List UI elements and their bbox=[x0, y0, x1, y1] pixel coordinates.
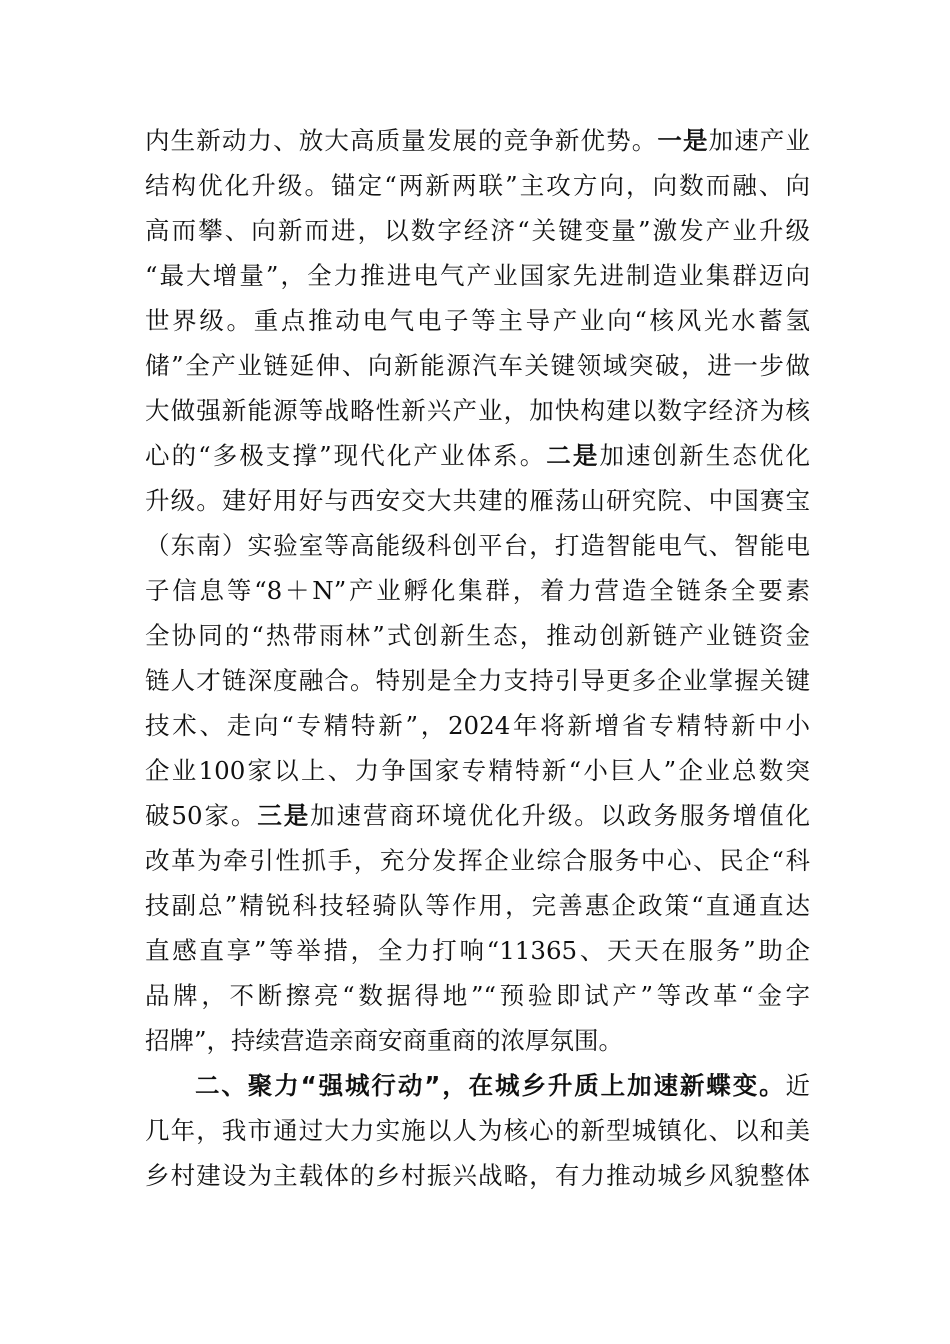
text-line: 链人才链深度融合。特别是全力支持引导更多企业掌握关键 bbox=[145, 666, 810, 695]
text-line: 技术、走向“专精特新”，2024年将新增省专精特新中小 bbox=[145, 711, 810, 740]
section-heading-line: 二、聚力“强城行动”，在城乡升质上加速新蝶变。近 bbox=[195, 1071, 810, 1100]
text-line: 品牌，不断擦亮“数据得地”“预验即试产”等改革“金字 bbox=[145, 981, 810, 1010]
text-line: （东南）实验室等高能级科创平台，打造智能电气、智能电 bbox=[145, 531, 810, 560]
text-line: 直感直享”等举措，全力打响“11365、天天在服务”助企 bbox=[145, 936, 810, 965]
text-line: 子信息等“8＋N”产业孵化集群，着力营造全链条全要素 bbox=[145, 576, 810, 605]
text-line: 几年，我市通过大力实施以人为核心的新型城镇化、以和美 bbox=[145, 1116, 810, 1145]
text-line: 内生新动力、放大高质量发展的竞争新优势。一是加速产业 bbox=[145, 126, 811, 155]
text-line: 乡村建设为主载体的乡村振兴战略，有力推动城乡风貌整体 bbox=[145, 1161, 810, 1190]
text-line: 全协同的“热带雨林”式创新生态，推动创新链产业链资金 bbox=[145, 621, 810, 650]
section-heading: 二、聚力“强城行动”，在城乡升质上加速新蝶变。 bbox=[195, 1071, 786, 1100]
text-line: 结构优化升级。锚定“两新两联”主攻方向，向数而融、向 bbox=[145, 171, 810, 200]
text-line: 破50家。三是加速营商环境优化升级。以政务服务增值化 bbox=[145, 801, 810, 830]
text-line: 企业100家以上、力争国家专精特新“小巨人”企业总数突 bbox=[145, 756, 810, 785]
text-line: 技副总”精锐科技轻骑队等作用，完善惠企政策“直通直达 bbox=[145, 891, 810, 920]
text-line: 心的“多极支撑”现代化产业体系。二是加速创新生态优化 bbox=[145, 441, 810, 470]
body-text bbox=[145, 118, 810, 1198]
text-line: 招牌”，持续营造亲商安商重商的浓厚氛围。 bbox=[145, 1026, 624, 1055]
text-line: 升级。建好用好与西安交大共建的雁荡山研究院、中国赛宝 bbox=[145, 486, 810, 515]
text-line: 改革为牵引性抓手，充分发挥企业综合服务中心、民企“科 bbox=[145, 846, 810, 875]
text-line: 大做强新能源等战略性新兴产业，加快构建以数字经济为核 bbox=[145, 396, 810, 425]
text-line: 高而攀、向新而进，以数字经济“关键变量”激发产业升级 bbox=[145, 216, 810, 245]
text-line: 世界级。重点推动电气电子等主导产业向“核风光水蓄氢 bbox=[145, 306, 810, 335]
text-line: “最大增量”，全力推进电气产业国家先进制造业集群迈向 bbox=[145, 261, 810, 290]
text-line: 储”全产业链延伸、向新能源汽车关键领域突破，进一步做 bbox=[145, 351, 810, 380]
